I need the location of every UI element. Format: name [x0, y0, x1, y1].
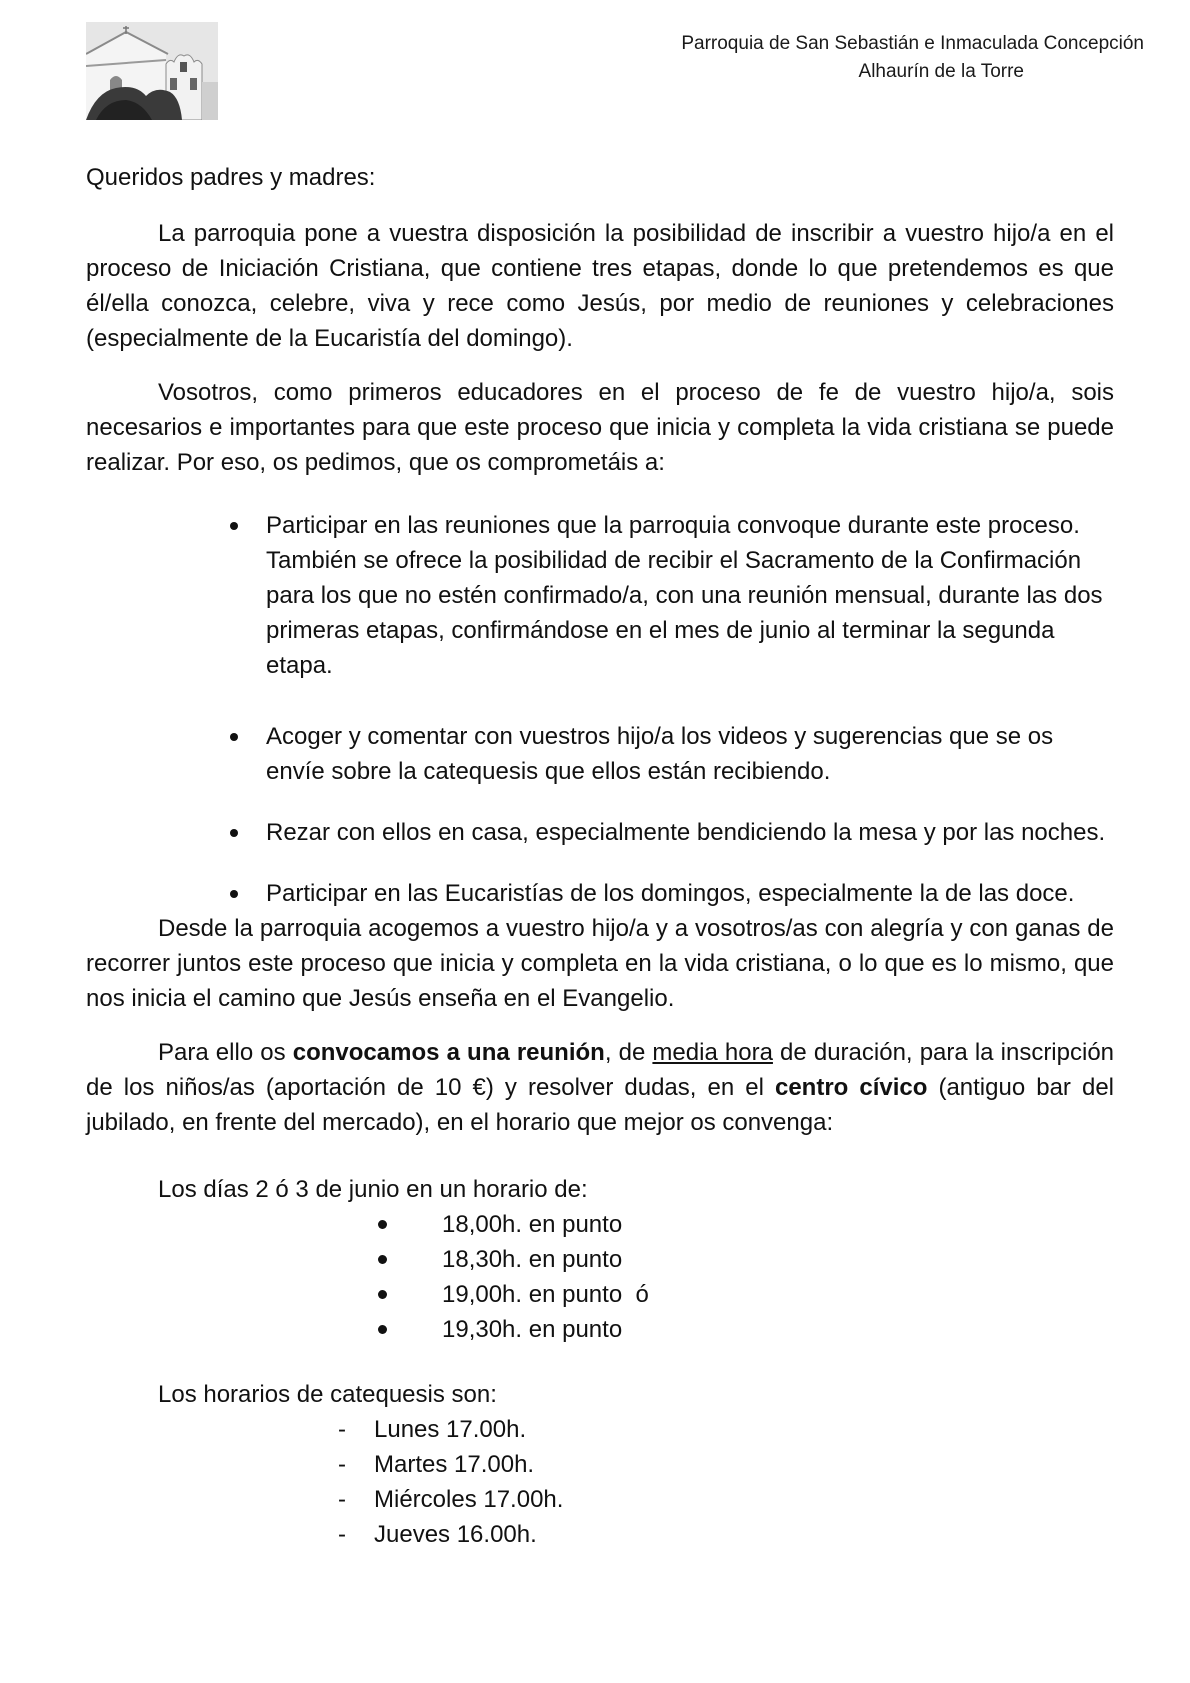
paragraph-welcome: Desde la parroquia acogemos a vuestro hijo/a y a vosotros/as con alegría y con ganas de recorrer juntos este proceso que inicia y completa en la vida cristiana, o lo que es lo mismo, que nos inicia el camino que Jesús enseña en el Evangelio. [86, 915, 1114, 1012]
dash-icon: - [338, 1451, 346, 1478]
commitment-item: Rezar con ellos en casa, especialmente bendiciendo la mesa y por las noches. [230, 815, 1114, 850]
parish-name: Parroquia de San Sebastián e Inmaculada Concepción [681, 33, 1144, 54]
parish-header [681, 30, 1144, 86]
paragraph-introduction: La parroquia pone a vuestra disposición la posibilidad de inscribir a vuestro hijo/a en el proceso de Iniciación Cristiana, que contiene tres etapas, donde lo que pretendemos es que él/ella conozca, celebre, viva y rece como Jesús, por medio de reuniones y celebraciones (especialmente de la Eucaristía del domingo). [86, 220, 1114, 352]
bullet-icon [230, 829, 238, 837]
catechesis-days-list [158, 1412, 1114, 1552]
time-slot: 18,30h. en punto [378, 1242, 1114, 1277]
commitment-item: Participar en las reuniones que la parroquia convoque durante este proceso. También se ofrece la posibilidad de recibir el Sacramento de la Confirmación para los que no estén confirmado/a, con una reunión mensual, durante las dos primeras etapas, confirmándose en el mes de junio al terminar la segunda etapa. [230, 508, 1114, 683]
commitment-item: Acoger y comentar con vuestros hijo/a los videos y sugerencias que se os envíe sobre la catequesis que ellos están recibiendo. [230, 719, 1114, 789]
time-slot: 19,00h. en punto ó [378, 1277, 1114, 1312]
paragraph-meeting: Para ello os convocamos a una reunión, de media hora de duración, para la inscripción de los niños/as (aportación de 10 €) y resolver dudas, en el centro cívico (antiguo bar del jubilado, en frente del mercado), en el horario que mejor os convenga: [86, 1039, 1115, 1136]
bullet-icon [230, 733, 238, 741]
duration-emphasis: media hora [652, 1039, 773, 1066]
meeting-emphasis: convocamos a una reunión [292, 1039, 605, 1066]
dash-icon: - [338, 1416, 346, 1443]
bullet-icon [378, 1290, 387, 1299]
bullet-icon [378, 1220, 387, 1229]
commitment-item: Participar en las Eucaristías de los domingos, especialmente la de las doce. [230, 876, 1114, 911]
church-photo-logo [86, 22, 218, 120]
catechesis-schedule [158, 1377, 1114, 1552]
salutation: Queridos padres y madres: [86, 164, 376, 191]
parish-town: Alhaurín de la Torre [858, 61, 1024, 82]
time-slot: 19,30h. en punto [378, 1312, 1114, 1347]
catechesis-day: - Lunes 17.00h. [338, 1412, 1114, 1447]
bullet-icon [378, 1325, 387, 1334]
catechesis-day: - Martes 17.00h. [338, 1447, 1114, 1482]
dash-icon: - [338, 1486, 346, 1513]
schedule-intro: Los días 2 ó 3 de junio en un horario de: [158, 1176, 588, 1203]
dash-icon: - [338, 1521, 346, 1548]
location-emphasis: centro cívico [774, 1074, 928, 1101]
bullet-icon [230, 522, 238, 530]
meeting-schedule [158, 1172, 1114, 1347]
commitments-list [86, 508, 1114, 911]
time-slot: 18,00h. en punto [378, 1207, 1114, 1242]
catechesis-day: - Miércoles 17.00h. [338, 1482, 1114, 1517]
letter-body [86, 160, 1114, 1552]
catechesis-day: - Jueves 16.00h. [338, 1517, 1114, 1552]
catechesis-intro: Los horarios de catequesis son: [158, 1381, 497, 1408]
bullet-icon [230, 890, 238, 898]
time-slots-list [158, 1207, 1114, 1347]
church-photo-icon [86, 22, 218, 120]
paragraph-parents-role: Vosotros, como primeros educadores en el proceso de fe de vuestro hijo/a, sois necesarios e importantes para que este proceso que inicia y completa la vida cristiana se puede realizar. Por eso, os pedimos, que os comprometáis a: [86, 379, 1114, 476]
bullet-icon [378, 1255, 387, 1264]
